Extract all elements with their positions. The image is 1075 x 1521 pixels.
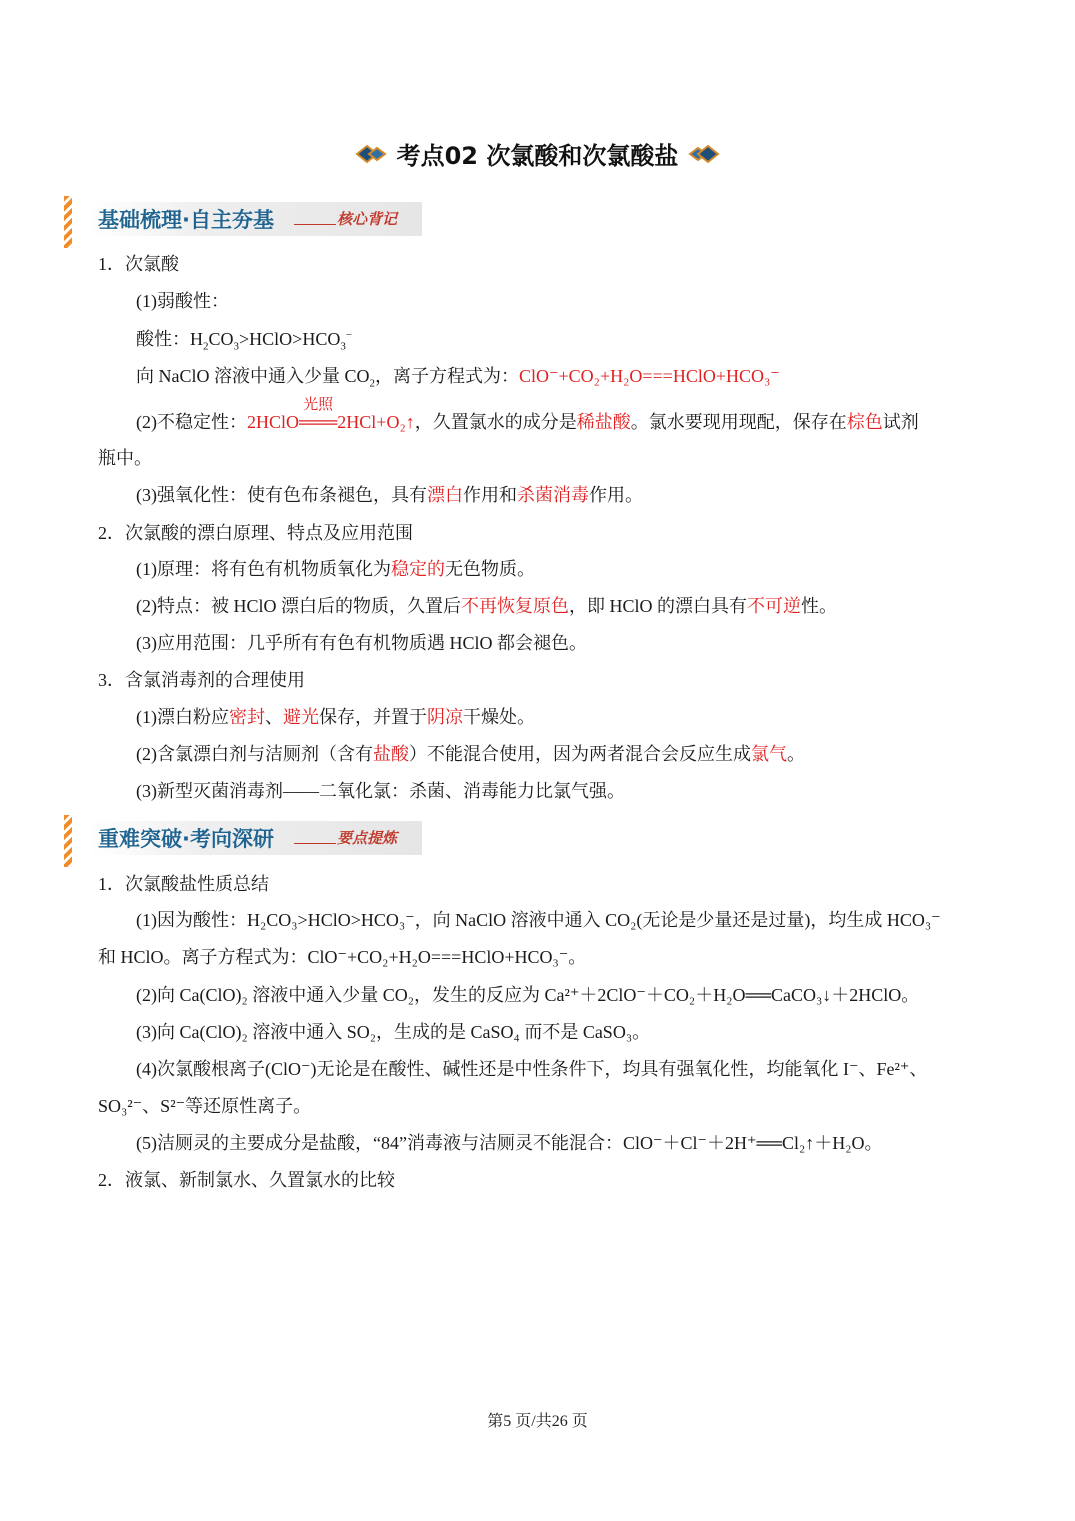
text: ，即 HClO 的漂白具有: [569, 596, 748, 616]
text: 无色物质。: [445, 559, 535, 579]
para-clo2: (3)新型灭菌消毒剂——二氧化氯：杀菌、消毒能力比氯气强。: [136, 781, 625, 801]
left-diamond-icon: [355, 144, 389, 164]
equation-right: 2HCl+O₂↑: [337, 412, 415, 432]
heading-comparison: 2．液氯、新制氯水、久置氯水的比较: [98, 1170, 395, 1190]
equation-left: 2HClO: [247, 412, 300, 432]
para-oxidation: (4)次氯酸根离子(ClO⁻)无论是在酸性、碱性还是中性条件下，均具有强氧化性，均能氧化 I⁻、Fe²⁺、: [136, 1059, 928, 1079]
highlight: 不可逆: [747, 596, 802, 616]
para-acidity: 酸性：$H_2CO_3>HClO>HCO_3^-$: [136, 329, 353, 353]
heading-hypochlorite: 1．次氯酸盐性质总结: [98, 874, 269, 894]
highlight: 稳定的: [391, 559, 445, 579]
para-instability: [136, 395, 919, 434]
para-no-mixing: [136, 742, 805, 766]
highlight: 阴凉: [427, 707, 463, 727]
para-weak-acid: (1)弱酸性：: [136, 291, 229, 311]
title-area: [0, 136, 1075, 171]
highlight: 漂白: [427, 485, 463, 505]
page-title-row: [355, 136, 721, 171]
text: 作用和: [463, 485, 517, 505]
text: ，久置氯水的成分是: [414, 412, 577, 432]
text: 向 NaClO 溶液中通入少量 CO: [136, 366, 370, 386]
text: (3)强氧化性：使有色布条褪色，具有: [136, 485, 427, 505]
section-title: 基础梳理·自主夯基: [98, 208, 274, 232]
para-oxidation-cont: SO₃²⁻、S²⁻等还原性离子。: [98, 1096, 312, 1116]
para-features: [136, 594, 837, 618]
para-acidity-summary-cont: 和 HClO。离子方程式为：ClO⁻+CO₂+H₂O===HClO+HCO₃⁻。: [98, 947, 587, 967]
section-stripe: [64, 196, 72, 248]
section-subtitle: 要点提炼: [337, 829, 398, 847]
para-calcium-co2: (2)向 Ca(ClO)₂ 溶液中通入少量 CO₂，发生的反应为 Ca²⁺＋2ClO⁻＋CO₂＋H₂O══CaCO₃↓＋2HClO。: [136, 985, 920, 1005]
highlight: 盐酸: [373, 744, 409, 764]
para-toilet-cleaner: (5)洁厕灵的主要成分是盐酸，“84”消毒液与洁厕灵不能混合：ClO⁻＋Cl⁻＋2H⁺══Cl₂↑＋H₂O。: [136, 1133, 883, 1153]
text: 酸性：H: [136, 329, 203, 349]
text: 干燥处。: [463, 707, 535, 727]
text: >HClO>HCO: [239, 329, 341, 349]
text: 。: [787, 744, 805, 764]
para-bleach-storage: [136, 705, 535, 729]
text: (1)原理：将有色有机物质氧化为: [136, 559, 391, 579]
para-calcium-so2: (3)向 Ca(ClO)₂ 溶液中通入 SO₂，生成的是 CaSO₄ 而不是 CaSO₃。: [136, 1022, 651, 1042]
condition-label: 光照: [303, 395, 334, 413]
para-oxidizing: [136, 483, 643, 507]
highlight: 不再恢复原色: [461, 596, 569, 616]
text: 作用。: [589, 485, 643, 505]
para-principle: [136, 557, 535, 581]
equation: ClO⁻+CO₂+H₂O===HClO+HCO₃⁻: [519, 366, 780, 386]
text: (2)含氯漂白剂与洁厕剂（含有: [136, 744, 373, 764]
text: 保存，并置于: [319, 707, 427, 727]
section-title: 重难突破·考向深研: [98, 827, 274, 851]
text: 试剂: [882, 412, 919, 432]
heading-1: 1．次氯酸: [98, 254, 179, 274]
right-diamond-icon: [686, 144, 720, 164]
section-stripe: [64, 815, 72, 867]
page-title: 考点02 次氯酸和次氯酸盐: [396, 142, 679, 170]
section-dash: [294, 224, 336, 225]
text: ）不能混合使用，因为两者混合会反应生成: [409, 744, 751, 764]
text: 。氯水要现用现配，保存在: [630, 412, 847, 432]
section-subtitle: 核心背记: [337, 210, 398, 228]
para-scope: (3)应用范围：几乎所有有色有机物质遇 HClO 都会褪色。: [136, 633, 587, 653]
text: ，离子方程式为：: [375, 366, 519, 386]
text: CO: [208, 329, 234, 349]
highlight: 密封: [229, 707, 265, 727]
heading-2: 2．次氯酸的漂白原理、特点及应用范围: [98, 523, 413, 543]
text: (2)不稳定性：: [136, 412, 247, 432]
section-dash: [294, 843, 336, 844]
text: (1)漂白粉应: [136, 707, 229, 727]
text: 性。: [801, 596, 838, 616]
highlight: 棕色: [846, 412, 883, 432]
para-acidity-summary: (1)因为酸性：H₂CO₃>HClO>HCO₃⁻，向 NaClO 溶液中通入 CO₂(无论是少量还是过量)，均生成 HCO₃⁻: [136, 910, 941, 930]
heading-3: 3．含氯消毒剂的合理使用: [98, 670, 305, 690]
text: 、: [265, 707, 283, 727]
highlight: 稀盐酸: [576, 412, 631, 432]
equation-arrow: 光照 ═══: [299, 410, 337, 434]
para-instability-cont: 瓶中。: [98, 448, 152, 468]
highlight: 避光: [283, 707, 319, 727]
highlight: 杀菌消毒: [517, 485, 589, 505]
para-naclo: 向 NaClO 溶液中通入少量 $CO_2$，离子方程式为：ClO⁻+CO₂+H₂O===HClO+HCO₃⁻: [136, 366, 780, 390]
text: (2)特点：被 HClO 漂白后的物质，久置后: [136, 596, 461, 616]
page-number: 第5 页/共26 页: [487, 1413, 588, 1430]
highlight: 氯气: [751, 744, 787, 764]
